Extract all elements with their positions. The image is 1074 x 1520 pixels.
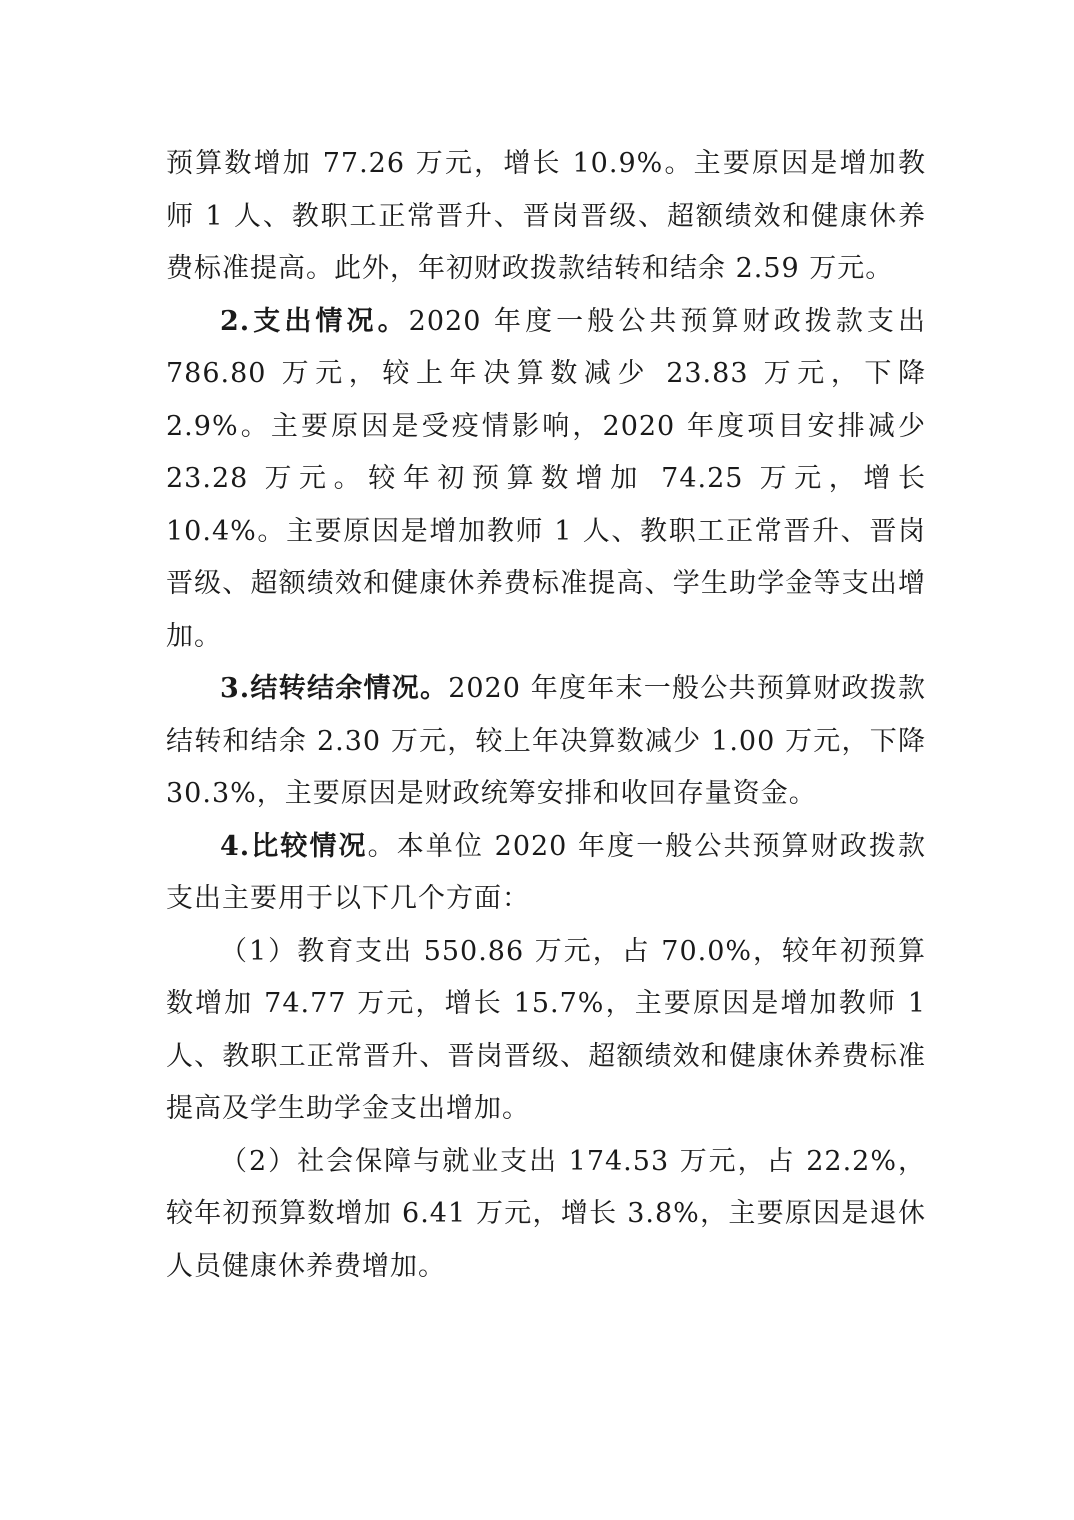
paragraph-text: 预算数增加 77.26 万元，增长 10.9%。主要原因是增加教师 1 人、教职工正常晋升、晋岗晋级、超额绩效和健康休养费标准提高。此外，年初财政拨款结转和结余 2.59 万元。 — [166, 148, 926, 284]
paragraph-text: （1）教育支出 550.86 万元，占 70.0%，较年初预算数增加 74.77 万元，增长 15.7%，主要原因是增加教师 1 人、教职工正常晋升、晋岗晋级、超额绩效和健康休养费标准提高及学生助学金支出增加。 — [166, 935, 926, 1124]
paragraph-carryover — [166, 663, 926, 821]
paragraph-text: 。本单位 2020 年度一般公共预算财政拨款支出主要用于以下几个方面： — [166, 830, 926, 914]
paragraph-text: 2020 年度一般公共预算财政拨款支出 786.80 万元，较上年决算数减少 23.83 万元，下降 2.9%。主要原因是受疫情影响，2020 年度项目安排减少 23.28 万元。较年初预算数增加 74.25 万元，增长 10.4%。主要原因是增加教师 1 人、教职工正常晋升、晋岗晋级、超额绩效和健康休养费标准提高、学生助学金等支出增加。 — [166, 305, 927, 652]
body-text — [166, 138, 926, 1293]
paragraph-text: 2020 年度年末一般公共预算财政拨款结转和结余 2.30 万元，较上年决算数减少 1.00 万元，下降 30.3%，主要原因是财政统筹安排和收回存量资金。 — [166, 673, 927, 809]
paragraph-text: （2）社会保障与就业支出 174.53 万元，占 22.2%，较年初预算数增加 6.41 万元，增长 3.8%，主要原因是退休人员健康休养费增加。 — [166, 1145, 926, 1282]
paragraph-expenditure — [166, 296, 926, 664]
paragraph-education-expenditure — [166, 926, 926, 1136]
section-heading-comparison: 4.比较情况 — [220, 830, 368, 862]
section-heading-expenditure: 2.支出情况。 — [220, 305, 409, 337]
paragraph-social-security-expenditure — [166, 1136, 926, 1294]
paragraph-comparison — [166, 821, 926, 926]
section-heading-carryover: 3.结转结余情况。 — [220, 673, 449, 704]
paragraph-budget-continuation — [166, 138, 926, 296]
